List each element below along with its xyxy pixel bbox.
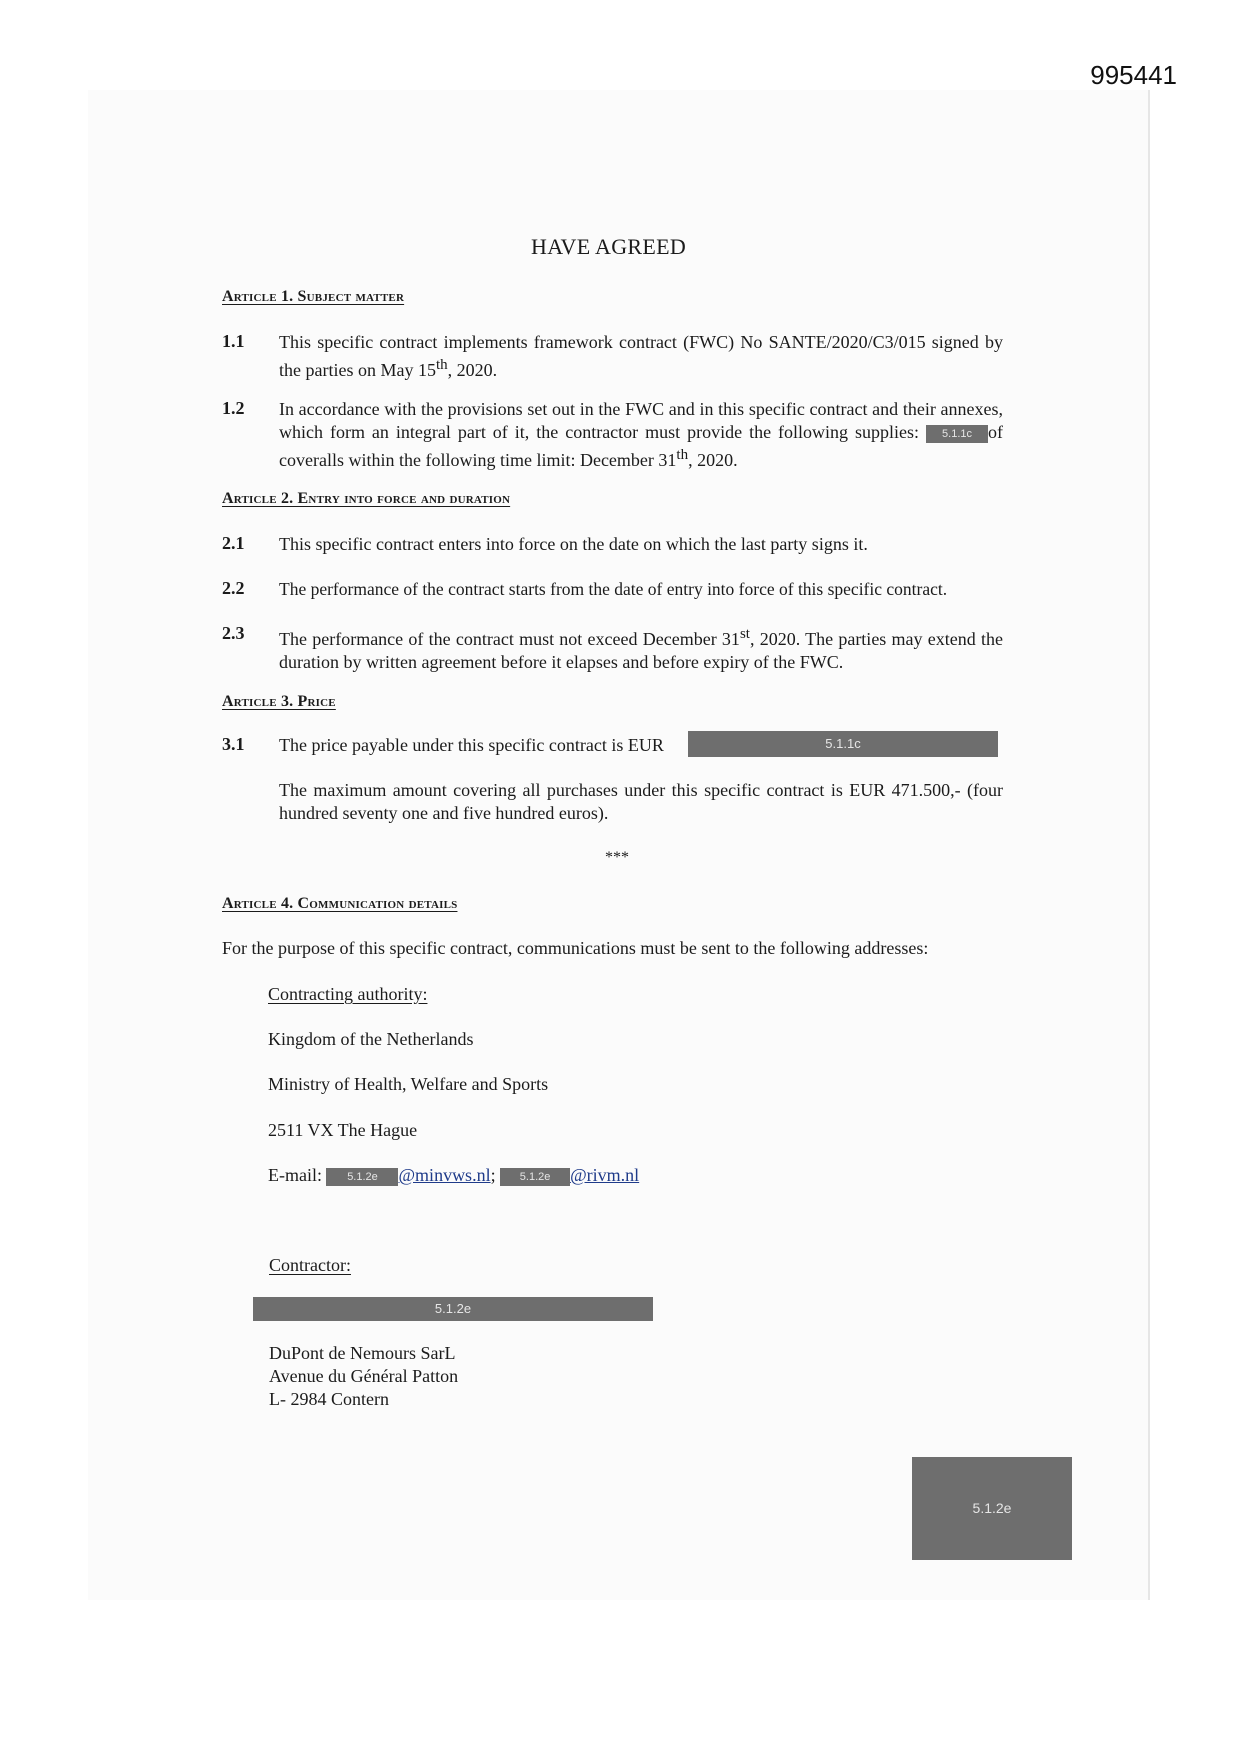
clause-number-1-1: 1.1: [222, 331, 245, 351]
contracting-authority-label: Contracting authority:: [268, 984, 428, 1004]
authority-line-1: Kingdom of the Netherlands: [268, 1029, 474, 1049]
contractor-line-2: Avenue du Général Patton: [269, 1366, 459, 1386]
clause-number-2-2: 2.2: [222, 578, 245, 598]
article-4-title: Article 4. Communication details: [222, 895, 458, 912]
clause-3-1-max: The maximum amount covering all purchases under this specific contract is EUR 471.500,- (four hundred seventy one and five hundred euros).: [279, 780, 1003, 823]
redaction-box-signature: 5.1.2e: [912, 1457, 1072, 1560]
redaction-box-email-1: 5.1.2e: [326, 1168, 398, 1186]
clause-2-3-sup: st: [739, 626, 750, 642]
section-heading: HAVE AGREED: [531, 234, 687, 259]
email-separator: ;: [490, 1165, 496, 1185]
clause-1-2-text: In accordance with the provisions set out in the FWC and in this specific contract and their annexes, which form an integral part of it, the contractor must provide the following supplies:: [279, 399, 1003, 442]
separator: ***: [605, 849, 629, 866]
document-number: 995441: [1090, 60, 1177, 90]
contractor-line-3: L- 2984 Contern: [269, 1389, 389, 1409]
clause-number-2-1: 2.1: [222, 533, 245, 553]
clause-1-2-tail: , 2020.: [688, 450, 738, 470]
article-3-title: Article 3. Price: [222, 693, 336, 710]
clause-1-1-sup: th: [435, 357, 448, 373]
clause-2-2: The performance of the contract starts from the date of entry into force of this specific contract.: [279, 579, 948, 599]
contractor-label: Contractor:: [269, 1255, 351, 1275]
clause-2-3: [279, 623, 1003, 674]
email-line: [268, 1164, 639, 1187]
authority-line-2: Ministry of Health, Welfare and Sports: [268, 1074, 549, 1094]
clause-number-3-1: 3.1: [222, 734, 245, 754]
clause-number-1-2: 1.2: [222, 398, 245, 418]
clause-number-2-3: 2.3: [222, 623, 245, 643]
contractor-line-1: DuPont de Nemours SarL: [269, 1343, 456, 1363]
page-edge: [1148, 90, 1150, 1600]
email-link-rivm[interactable]: @rivm.nl: [570, 1165, 640, 1185]
article-1-title: Article 1. Subject matter: [222, 288, 405, 305]
clause-1-1-text: This specific contract implements framework contract (FWC) No SANTE/2020/C3/015 signed by the parties on May 15: [279, 332, 1003, 380]
clause-2-1: This specific contract enters into force on the date on which the last party signs it.: [279, 534, 868, 554]
email-link-minvws[interactable]: @minvws.nl: [398, 1165, 491, 1185]
redaction-box: 5.1.1c: [926, 425, 988, 443]
scanned-page: [88, 90, 1148, 1600]
clause-1-1: [279, 331, 1003, 382]
redaction-box-contractor: 5.1.2e: [253, 1297, 653, 1321]
clause-2-3-text: The performance of the contract must not exceed December 31: [279, 629, 740, 649]
email-label: E-mail:: [268, 1165, 322, 1185]
authority-line-3: 2511 VX The Hague: [268, 1120, 418, 1140]
article-2-title: Article 2. Entry into force and duration: [222, 490, 511, 507]
clause-1-1-tail: , 2020.: [447, 360, 498, 380]
clause-2-3-tail: , 2020. The parties may extend the duration by written agreement before it elapses and before expiry of the FWC.: [279, 629, 1003, 672]
communication-intro: For the purpose of this specific contract, communications must be sent to the following addresses:: [222, 938, 929, 958]
clause-1-2: [279, 398, 1003, 472]
clause-1-2-sup: th: [676, 447, 689, 463]
redaction-box-price: 5.1.1c: [688, 731, 998, 757]
clause-1-2-after: of coveralls within the following time limit: December 31: [279, 422, 1004, 470]
clause-3-1: The price payable under this specific contract is EUR: [279, 735, 664, 755]
redaction-box-email-2: 5.1.2e: [500, 1168, 570, 1186]
